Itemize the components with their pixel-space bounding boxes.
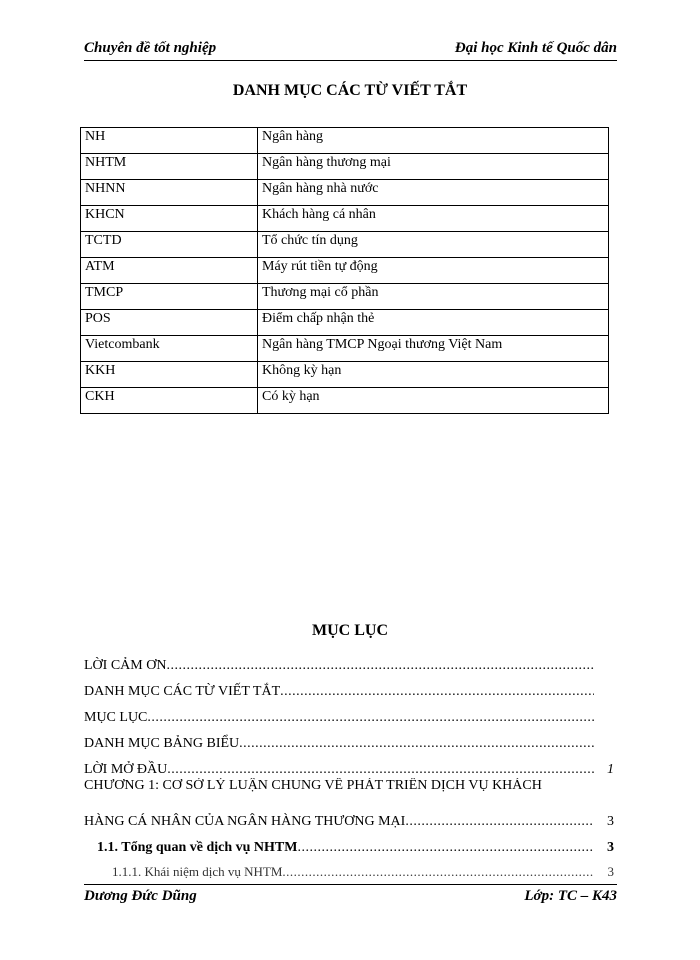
table-row: [81, 258, 609, 284]
footer-author: Dương Đức Dũng: [84, 888, 197, 904]
table-row: [81, 388, 609, 414]
toc-entry-abbreviations[interactable]: [84, 674, 614, 700]
page-footer: [84, 884, 617, 909]
toc-leader-dots: [280, 684, 594, 700]
meaning-cell: Ngân hàng nhà nước: [258, 180, 609, 206]
meaning-cell: Ngân hàng thương mại: [258, 154, 609, 180]
abbr-cell: POS: [81, 310, 258, 336]
table-row: [81, 128, 609, 154]
toc-page-number: 3: [607, 814, 614, 829]
toc-entry-loi-mo-dau[interactable]: [84, 752, 614, 778]
toc-leader-dots: [147, 710, 594, 726]
toc-entry-section-1-1-1[interactable]: [84, 856, 614, 880]
table-row: [81, 206, 609, 232]
meaning-cell: Khách hàng cá nhân: [258, 206, 609, 232]
table-row: [81, 310, 609, 336]
meaning-cell: Tổ chức tín dụng: [258, 232, 609, 258]
toc-leader-dots: [405, 814, 594, 830]
table-of-contents: [84, 648, 614, 880]
abbr-cell: CKH: [81, 388, 258, 414]
toc-entry-section-1-1[interactable]: [84, 830, 614, 856]
table-row: [81, 284, 609, 310]
meaning-cell: Máy rút tiền tự động: [258, 258, 609, 284]
toc-leader-dots: [167, 762, 594, 778]
toc-entry-text: HÀNG CÁ NHÂN CỦA NGÂN HÀNG THƯƠNG MẠI: [84, 814, 406, 829]
meaning-cell: Không kỳ hạn: [258, 362, 609, 388]
abbreviations-table: [80, 127, 609, 414]
abbr-cell: KHCN: [81, 206, 258, 232]
toc-entry-text: 1.1.1. Khái niệm dịch vụ NHTM: [112, 864, 283, 879]
toc-entry-text: LỜI MỞ ĐẦU: [84, 762, 168, 777]
toc-page-number: 1: [607, 762, 614, 777]
abbreviations-title: DANH MỤC CÁC TỪ VIẾT TẮT: [232, 82, 468, 99]
meaning-cell: Có kỳ hạn: [258, 388, 609, 414]
meaning-cell: Điểm chấp nhận thẻ: [258, 310, 609, 336]
table-row: [81, 336, 609, 362]
abbr-cell: ATM: [81, 258, 258, 284]
abbr-cell: TCTD: [81, 232, 258, 258]
toc-entry-text: MỤC LỤC: [84, 710, 148, 725]
meaning-cell: Ngân hàng: [258, 128, 609, 154]
abbr-cell: KKH: [81, 362, 258, 388]
toc-leader-dots: [297, 840, 594, 856]
page-header: [84, 38, 617, 61]
toc-entry-tables-list[interactable]: [84, 726, 614, 752]
toc-entry-text: DANH MỤC CÁC TỪ VIẾT TẮT: [84, 684, 281, 699]
toc-title: MỤC LỤC: [312, 622, 388, 639]
toc-leader-dots: [239, 736, 594, 752]
abbr-cell: Vietcombank: [81, 336, 258, 362]
header-right: Đại học Kinh tế Quốc dân: [454, 40, 617, 56]
toc-page-number: 3: [607, 864, 614, 879]
toc-leader-dots: [166, 658, 594, 674]
table-row: [81, 154, 609, 180]
toc-entry-muc-luc[interactable]: [84, 700, 614, 726]
header-left: Chuyên đề tốt nghiệp: [84, 40, 217, 56]
toc-page-number: 3: [607, 840, 614, 855]
meaning-cell: Ngân hàng TMCP Ngoại thương Việt Nam: [258, 336, 609, 362]
toc-entry-chapter-1-line1[interactable]: [84, 778, 614, 804]
toc-leader-dots: [282, 864, 594, 880]
footer-class: Lớp: TC – K43: [524, 888, 617, 904]
table-row: [81, 180, 609, 206]
toc-entry-text: CHƯƠNG 1: CƠ SỞ LÝ LUẬN CHUNG VỀ PHÁT TRIỂN DỊCH VỤ KHÁCH: [84, 778, 542, 793]
toc-entry-text: DANH MỤC BẢNG BIỂU: [84, 736, 240, 751]
toc-entry-text: 1.1. Tổng quan về dịch vụ NHTM: [97, 840, 298, 855]
meaning-cell: Thương mại cổ phần: [258, 284, 609, 310]
abbr-cell: NHNN: [81, 180, 258, 206]
toc-entry-text: LỜI CẢM ƠN: [84, 658, 167, 673]
abbr-cell: NHTM: [81, 154, 258, 180]
abbr-cell: TMCP: [81, 284, 258, 310]
table-row: [81, 362, 609, 388]
toc-entry-loi-cam-on[interactable]: [84, 648, 614, 674]
table-row: [81, 232, 609, 258]
toc-entry-chapter-1-line2[interactable]: [84, 804, 614, 830]
abbr-cell: NH: [81, 128, 258, 154]
